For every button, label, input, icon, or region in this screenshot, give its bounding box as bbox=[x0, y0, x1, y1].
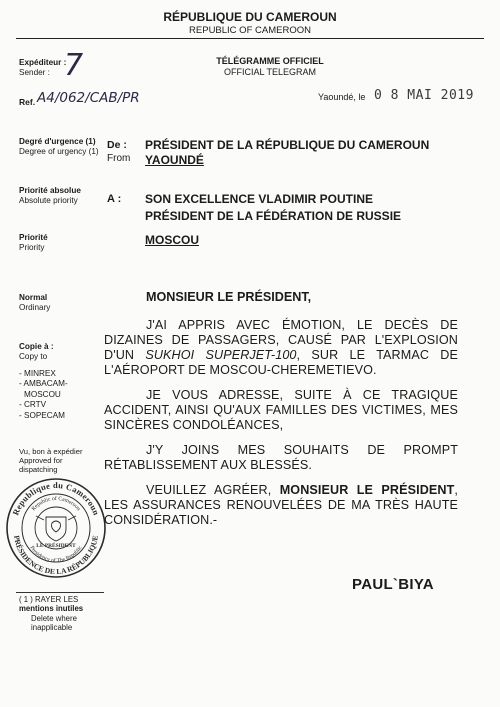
priority-label: Priorité Priority bbox=[19, 233, 48, 252]
seal-inner-top: Republic of Cameroon bbox=[30, 495, 82, 513]
from-label: De : From bbox=[107, 139, 131, 164]
copy-item: - SOPECAM bbox=[19, 410, 65, 420]
to-line1: SON EXCELLENCE VLADIMIR POUTINE bbox=[145, 192, 374, 206]
paragraph-2: JE VOUS ADRESSE, SUITE À CE TRAGIQUE ACCIDENT, AINSI QU'AUX FAMILLES DES VICTIMES, MES SINCÈRES CONDOLÉANCES, bbox=[104, 388, 458, 432]
to-city: MOSCOU bbox=[145, 233, 199, 247]
salutation: MONSIEUR LE PRÉSIDENT, bbox=[146, 290, 312, 304]
seal-center-text: LE PRÉSIDENT bbox=[36, 543, 76, 549]
date-stamp: 0 8 MAI 2019 bbox=[374, 88, 474, 103]
seal-emblem-icon bbox=[36, 516, 76, 541]
ref-label: Ref. bbox=[19, 97, 36, 107]
from-city: YAOUNDÉ bbox=[145, 153, 204, 167]
country-name-en: REPUBLIC OF CAMEROON bbox=[189, 25, 311, 36]
svg-text:Republic of Cameroon bbox=[31, 495, 82, 512]
copy-list bbox=[19, 369, 68, 421]
country-name-fr: RÉPUBLIQUE DU CAMEROUN bbox=[163, 10, 337, 24]
paragraph-4: VEUILLEZ AGRÉER, MONSIEUR LE PRÉSIDENT, LES ASSURANCES RENOUVELÉES DE MA TRÈS HAUTE CONSIDÉRATION.- bbox=[104, 483, 458, 527]
copy-item: - CRTV bbox=[19, 400, 47, 410]
copy-to-label: Copie à : Copy to bbox=[19, 342, 54, 361]
signature-name: PAUL`BIYA bbox=[352, 576, 434, 593]
to-line2: PRÉSIDENT DE LA FÉDÉRATION DE RUSSIE bbox=[145, 209, 402, 223]
copy-item: - AMBACAM- bbox=[19, 379, 68, 389]
from-line1: PRÉSIDENT DE LA RÉPUBLIQUE DU CAMEROUN bbox=[145, 138, 430, 152]
copy-item: MOSCOU bbox=[24, 389, 61, 399]
footnote: ( 1 ) RAYER LES mentions inutiles Delete where inapplicable bbox=[19, 595, 84, 633]
doc-type-fr: TÉLÉGRAMME OFFICIEL bbox=[216, 56, 324, 66]
seal-outer-top: Republique du Cameroun bbox=[10, 479, 102, 517]
paragraph-3: J'Y JOINS MES SOUHAITS DE PROMPT RÉTABLISSEMENT AUX BLESSÉS. bbox=[104, 443, 458, 472]
header-rule bbox=[16, 38, 484, 39]
sender-label: Expéditeur : Sender : bbox=[19, 58, 67, 77]
urgency-label: Degré d'urgence (1) Degree of urgency (1) bbox=[19, 137, 99, 156]
footnote-rule bbox=[16, 592, 104, 593]
paragraph-1: J'AI APPRIS AVEC ÉMOTION, LE DECÈS DE DIZAINES DE PASSAGERS, CAUSÉ PAR L'EXPLOSION D'UN SUKHOI SUPERJET-100, SUR LE TARMAC DE L'AÉROPORT DE MOSCOU-CHEREMETIEVO. bbox=[104, 318, 458, 377]
copy-item: - MINREX bbox=[19, 369, 56, 378]
ref-handwritten: A4/062/CAB/PR bbox=[37, 90, 140, 106]
seal-inner-bottom: Presidency of The Republic bbox=[28, 545, 84, 565]
aircraft-name: SUKHOI SUPERJET-100 bbox=[145, 348, 297, 362]
dispatch-label: Vu, bon à expédier Approved for dispatching bbox=[19, 447, 83, 474]
presidential-seal bbox=[4, 476, 108, 580]
priority-absolute-label: Priorité absolue Absolute priority bbox=[19, 186, 81, 205]
to-label: A : bbox=[107, 193, 122, 205]
seal-outer-bottom: PRÉSIDENCE DE LA RÉPUBLIQUE bbox=[12, 534, 100, 577]
place-label: Yaoundé, le bbox=[318, 92, 366, 102]
sender-handwritten: 7 bbox=[64, 48, 84, 83]
doc-type-en: OFFICIAL TELEGRAM bbox=[223, 67, 317, 77]
normal-label: Normal Ordinary bbox=[19, 293, 51, 312]
